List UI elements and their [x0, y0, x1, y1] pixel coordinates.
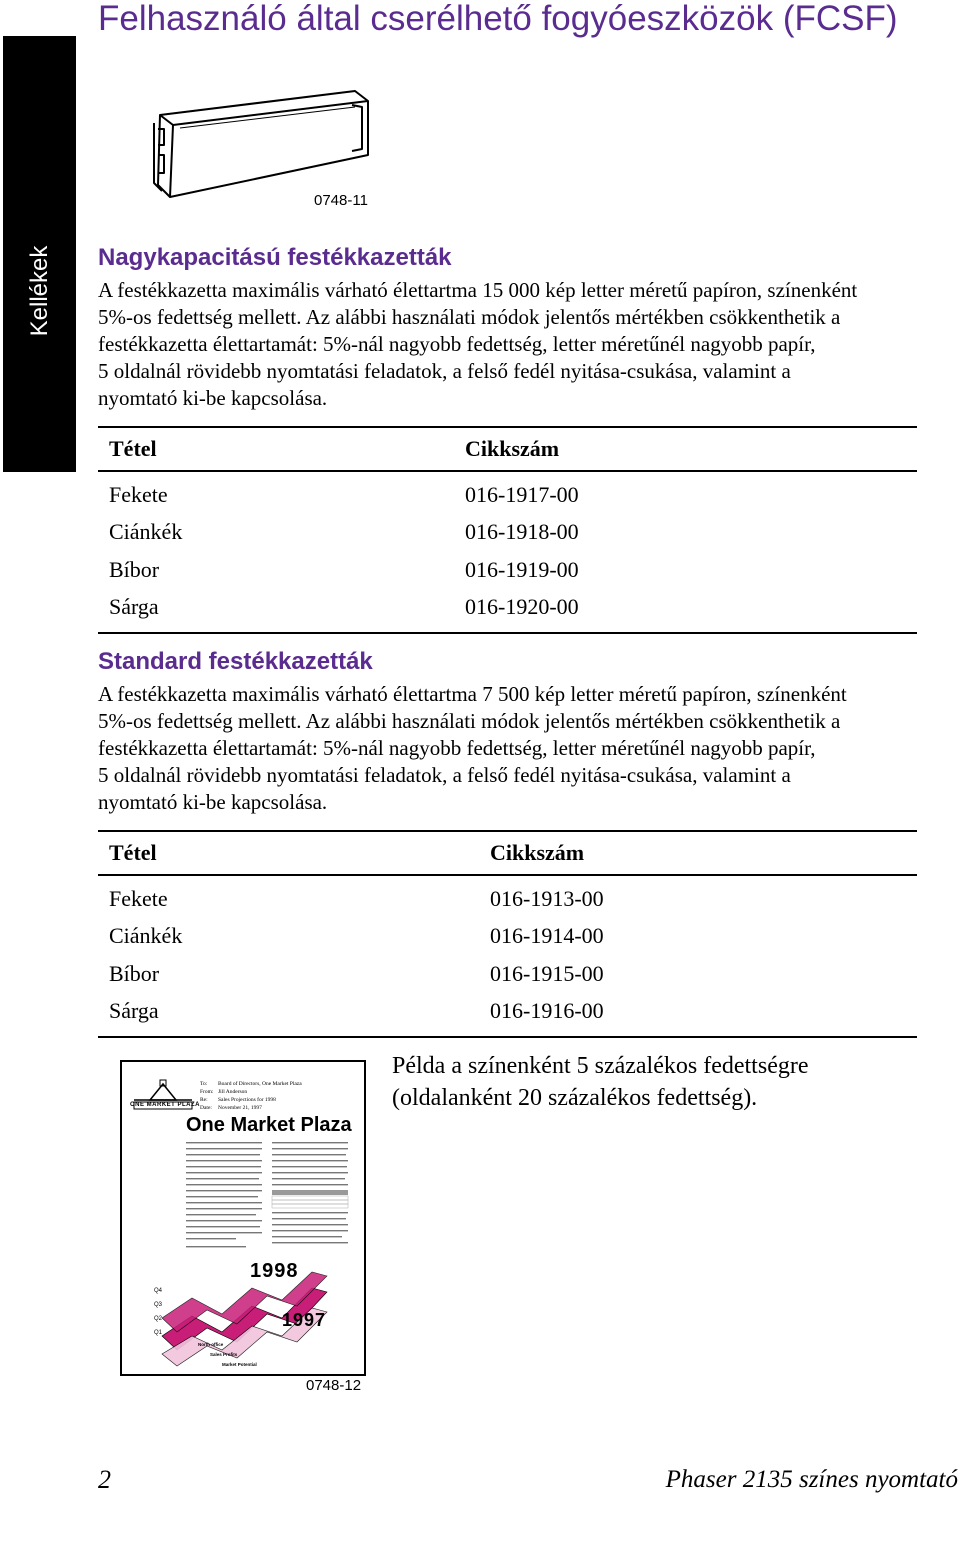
body-line: nyomtató ki-be kapcsolása. — [98, 386, 328, 410]
table-cell-part-number: 016-1917-00 — [465, 481, 579, 507]
body-line: 5%-os fedettség mellett. Az alábbi használati módok jelentős mértékben csökkenthetik a — [98, 305, 841, 329]
page-title: Felhasználó által cserélhető fogyóeszközök (FCSF) — [98, 0, 898, 38]
sample-text-columns — [186, 1142, 356, 1252]
body-line: festékkazetta élettartamát: 5%-nál nagyobb fedettség, letter méretűnél nagyobb papír, — [98, 736, 816, 760]
table-cell-item: Fekete — [109, 481, 168, 507]
table-cell-item: Sárga — [109, 594, 159, 620]
body-line: A festékkazetta maximális várható élettartma 7 500 kép letter méretű papíron, színenként — [98, 682, 847, 706]
table-cell-part-number: 016-1920-00 — [465, 594, 579, 620]
table-row — [98, 589, 917, 627]
table-row — [98, 955, 917, 993]
sample-headline: One Market Plaza — [186, 1114, 352, 1136]
table-cell-item: Bíbor — [109, 960, 160, 986]
body-line: 5%-os fedettség mellett. Az alábbi használati módok jelentős mértékben csökkenthetik a — [98, 709, 841, 733]
table-cell-item: Fekete — [109, 885, 168, 911]
table-row — [98, 880, 917, 918]
body-line: 5 oldalnál rövidebb nyomtatási feladatok, a felső fedél nyitása-csukása, valamint a — [98, 763, 791, 787]
section-heading-standard: Standard festékkazetták — [98, 648, 373, 675]
table-header-part-number: Cikkszám — [490, 840, 585, 865]
sample-chart-labels: North office Sales Profits Market Potential — [198, 1342, 257, 1367]
side-tab-label: Kellékek — [25, 245, 53, 337]
table-cell-item: Ciánkék — [109, 923, 183, 949]
table-row — [98, 514, 917, 552]
table-row — [98, 551, 917, 589]
caption-line: (oldalanként 20 százalékos fedettség). — [392, 1085, 758, 1111]
table-cell-item: Ciánkék — [109, 519, 183, 545]
table-cell-part-number: 016-1913-00 — [490, 885, 604, 911]
sample-memo: To: Board of Directors, One Market Plaza From: Jill Anderson Re: Sales Projections for 1998 Date: November 21, 1997 — [200, 1081, 302, 1111]
toner-cartridge-illustration — [140, 85, 380, 205]
table-cell-part-number: 016-1916-00 — [490, 998, 604, 1024]
figure-label-2: 0748-12 — [306, 1377, 362, 1394]
sample-year-1997: 1997 — [282, 1310, 327, 1330]
table-cell-part-number: 016-1918-00 — [465, 519, 579, 545]
sample-logo-text: ONE MARKET PLAZA — [130, 1102, 200, 1108]
sample-quarter-labels: Q4 Q3 Q2 Q1 — [154, 1288, 163, 1336]
figure-label-1: 0748-11 — [314, 192, 368, 209]
sample-year-1998: 1998 — [250, 1260, 299, 1282]
table-cell-item: Sárga — [109, 998, 159, 1024]
table-header-item: Tétel — [109, 840, 157, 865]
section-heading-high-capacity: Nagykapacitású festékkazetták — [98, 244, 452, 271]
caption-line: Példa a színenként 5 százalékos fedettségre — [392, 1053, 809, 1079]
table-header-part-number: Cikkszám — [465, 436, 560, 461]
table-cell-part-number: 016-1914-00 — [490, 923, 604, 949]
table-cell-item: Bíbor — [109, 556, 160, 582]
body-line: 5 oldalnál rövidebb nyomtatási feladatok, a felső fedél nyitása-csukása, valamint a — [98, 359, 791, 383]
table-row — [98, 918, 917, 956]
footer-doc-title: Phaser 2135 színes nyomtató — [665, 1466, 958, 1493]
table-header-item: Tétel — [109, 436, 157, 461]
side-tab — [3, 36, 76, 472]
table-row — [98, 993, 917, 1031]
example-caption — [392, 1050, 952, 1114]
table-cell-part-number: 016-1919-00 — [465, 556, 579, 582]
body-line: A festékkazetta maximális várható élettartma 15 000 kép letter méretű papíron, színenként — [98, 278, 858, 302]
page-number: 2 — [98, 1465, 111, 1494]
toner-cartridge-icon — [140, 85, 380, 205]
table-row — [98, 476, 917, 514]
body-line: festékkazetta élettartamát: 5%-nál nagyobb fedettség, letter méretűnél nagyobb papír, — [98, 332, 816, 356]
parts-table-standard — [98, 830, 917, 1038]
sample-coverage-page — [120, 1060, 366, 1376]
parts-table-high-capacity — [98, 426, 917, 634]
body-line: nyomtató ki-be kapcsolása. — [98, 790, 328, 814]
table-cell-part-number: 016-1915-00 — [490, 960, 604, 986]
